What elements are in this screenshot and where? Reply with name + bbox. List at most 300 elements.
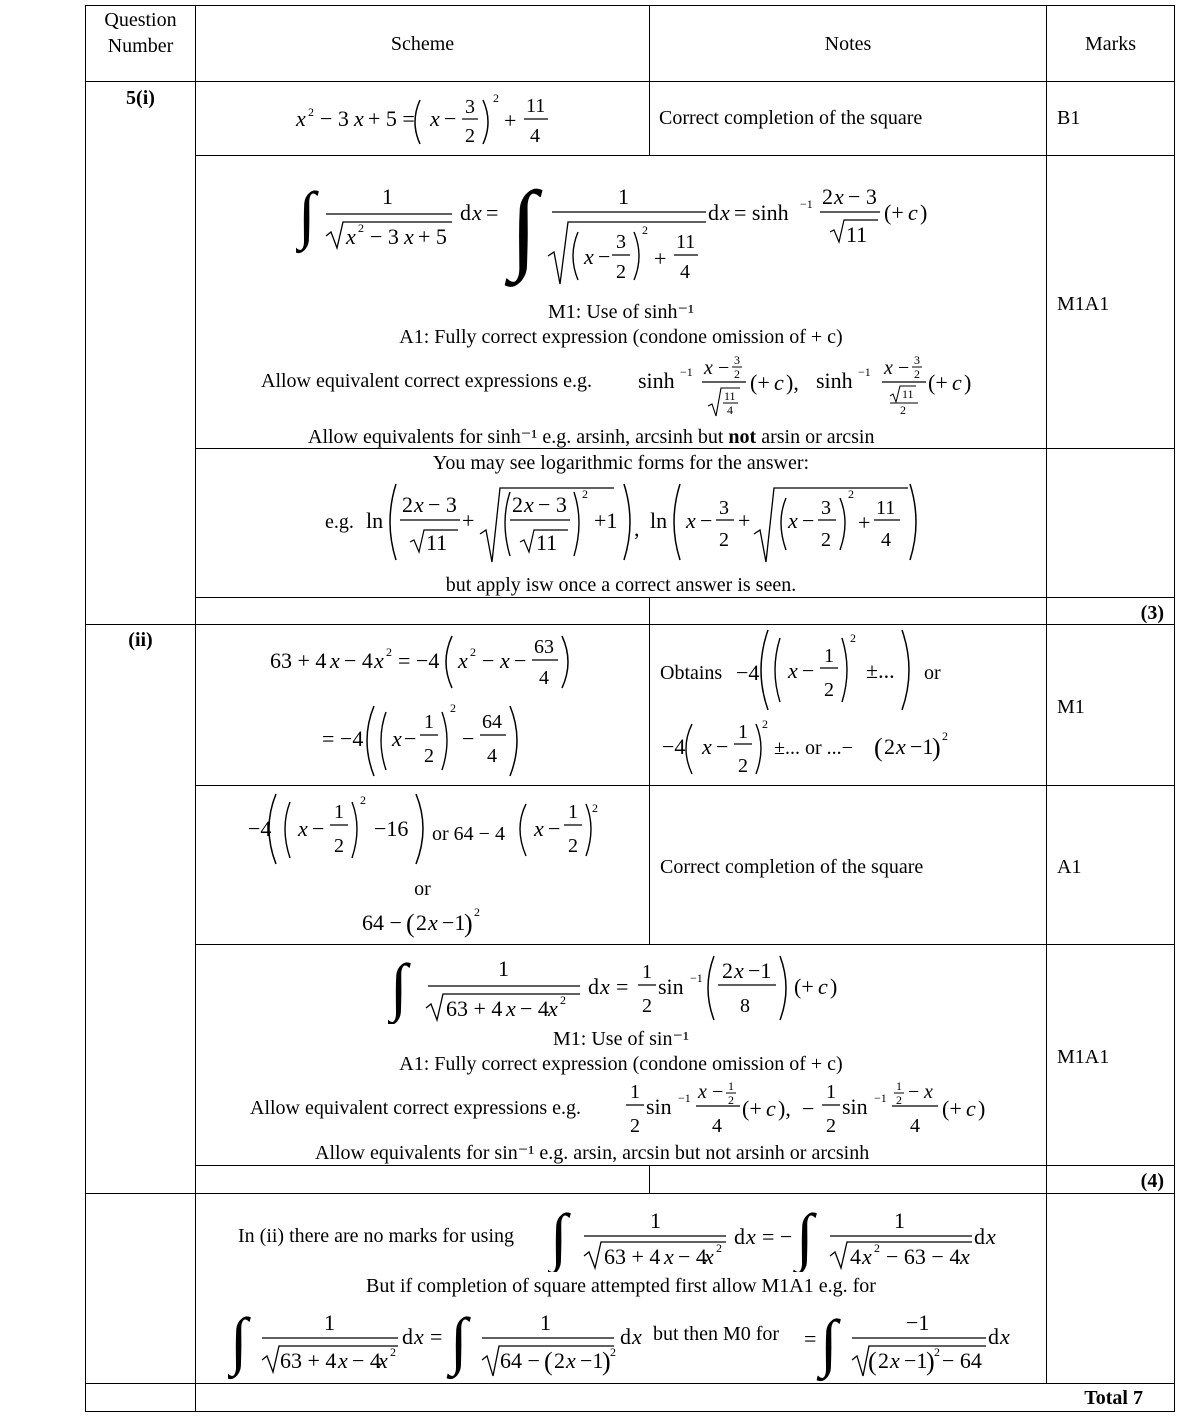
q5ii-row3-marks: M1A1 — [1057, 1046, 1110, 1068]
q5ii-row2-line1-math — [246, 788, 606, 868]
svg-text:c: c — [966, 1096, 976, 1121]
svg-text:4: 4 — [539, 667, 549, 689]
svg-text:4: 4 — [727, 403, 733, 417]
svg-text:∫: ∫ — [390, 951, 408, 1022]
svg-text:x: x — [404, 224, 414, 249]
q5i-row2-a1-note: A1: Fully correct expression (condone omission of + c) — [399, 326, 843, 348]
final-note-line1-prefix: In (ii) there are no marks for using — [238, 1225, 515, 1247]
q5ii-row1-notes-or: or — [924, 662, 941, 684]
svg-text:−: − — [718, 357, 730, 379]
svg-text:x: x — [534, 816, 544, 841]
svg-text:+ 5: + 5 — [418, 224, 447, 249]
svg-text:1: 1 — [650, 1208, 661, 1233]
svg-text:1: 1 — [896, 1079, 902, 1093]
q5i-row3-intro: You may see logarithmic forms for the answer: — [432, 452, 810, 474]
svg-text:63 + 4: 63 + 4 — [280, 1348, 337, 1373]
svg-text:): ) — [964, 370, 972, 395]
svg-text:x: x — [566, 1348, 576, 1373]
svg-text:11: 11 — [846, 222, 868, 247]
svg-text:1: 1 — [382, 184, 393, 209]
svg-text:+: + — [654, 246, 667, 271]
svg-text:∫: ∫ — [230, 1305, 248, 1376]
svg-text:2: 2 — [642, 995, 652, 1017]
svg-text:c: c — [818, 974, 828, 999]
svg-text:d: d — [974, 1224, 985, 1249]
svg-text:x: x — [298, 816, 308, 841]
svg-text:−1: −1 — [904, 1348, 928, 1373]
svg-text:1: 1 — [642, 961, 652, 983]
svg-text:d: d — [460, 200, 471, 225]
svg-text:−1: −1 — [678, 1091, 691, 1105]
svg-text:x: x — [330, 648, 340, 673]
final-note-line3-expr2-math — [802, 1300, 1016, 1382]
q5i-row2-marks: M1A1 — [1057, 293, 1110, 315]
svg-text:x: x — [734, 958, 744, 983]
svg-text:x: x — [354, 106, 364, 131]
q5i-equiv-not: not — [728, 426, 757, 448]
q5i-row1-marks: B1 — [1057, 107, 1081, 129]
svg-text:2: 2 — [914, 367, 920, 381]
col-divider-2-c — [649, 624, 650, 944]
svg-text:2: 2 — [308, 105, 314, 119]
svg-text:− 4: − 4 — [352, 1348, 381, 1373]
svg-text:x: x — [924, 1081, 933, 1103]
svg-text:2: 2 — [822, 184, 833, 209]
q5ii-row2-or: or — [414, 878, 431, 900]
svg-text:4: 4 — [910, 1115, 920, 1137]
svg-text:−: − — [462, 726, 475, 751]
svg-text:= sinh: = sinh — [734, 200, 789, 225]
svg-text:(: ( — [544, 1347, 553, 1376]
q5i-row3-isw: but apply isw once a correct answer is seen. — [445, 574, 797, 596]
svg-text:2: 2 — [824, 679, 834, 701]
svg-text:−1: −1 — [748, 958, 772, 983]
q5ii-row3-allow-math — [624, 1076, 994, 1140]
section-rule-1 — [85, 624, 1175, 625]
svg-text:±...: ±... — [866, 658, 895, 683]
svg-text:= −: = − — [762, 1224, 793, 1249]
svg-text:2: 2 — [610, 1345, 616, 1359]
svg-text:=: = — [486, 200, 499, 225]
header-question-number: Question Number — [104, 9, 177, 57]
svg-text:c: c — [952, 370, 962, 395]
svg-text:2: 2 — [493, 91, 499, 105]
svg-text:2: 2 — [884, 734, 895, 759]
svg-text:x: x — [664, 1244, 674, 1269]
svg-text:x: x — [548, 996, 558, 1021]
svg-text:x: x — [414, 1324, 424, 1349]
svg-text:x: x — [788, 508, 798, 533]
q5ii-row1-marks: M1 — [1057, 696, 1085, 718]
svg-text:2: 2 — [450, 701, 456, 715]
svg-text:−4: −4 — [736, 660, 760, 685]
q5ii-row3-equivalents-note — [315, 1141, 869, 1165]
svg-text:2: 2 — [560, 993, 566, 1007]
q5ii-row1-notes-obtains: Obtains — [660, 662, 723, 684]
q5i-row2-allow-math — [636, 350, 982, 422]
svg-text:− 3: − 3 — [538, 492, 567, 517]
svg-text:ln: ln — [650, 508, 668, 533]
svg-text:3: 3 — [734, 353, 740, 367]
svg-text:2: 2 — [474, 905, 480, 919]
svg-text:∫: ∫ — [510, 171, 538, 282]
svg-text:2: 2 — [878, 1348, 889, 1373]
svg-text:∫: ∫ — [550, 1201, 568, 1272]
svg-text:11: 11 — [724, 389, 736, 403]
svg-text:11: 11 — [426, 530, 448, 555]
svg-text:64: 64 — [482, 711, 502, 733]
svg-text:11: 11 — [676, 231, 696, 253]
svg-text:2: 2 — [642, 223, 648, 237]
svg-text:x: x — [960, 1244, 970, 1269]
svg-text:∫: ∫ — [298, 179, 316, 250]
svg-text:x: x — [788, 658, 798, 683]
header-scheme: Scheme — [390, 33, 455, 55]
svg-text:x: x — [632, 1324, 642, 1349]
svg-text:): ) — [932, 733, 941, 762]
svg-text:2: 2 — [848, 487, 854, 501]
row-rule-5 — [195, 944, 1175, 945]
svg-text:− 3: − 3 — [428, 492, 457, 517]
q5i-equiv-fn: sinh⁻¹ — [487, 426, 538, 448]
table-border-top — [85, 5, 1175, 6]
svg-text:1: 1 — [738, 721, 748, 743]
svg-text:−1: −1 — [800, 197, 813, 211]
svg-text:−1: −1 — [580, 1348, 604, 1373]
svg-text:c: c — [766, 1096, 776, 1121]
q5ii-row3-allow-prefix: Allow equivalent correct expressions e.g. — [250, 1097, 582, 1119]
svg-text:63 + 4: 63 + 4 — [446, 996, 503, 1021]
svg-text:sin: sin — [842, 1094, 868, 1119]
row-rule-3 — [195, 597, 1175, 598]
svg-text:d: d — [734, 1224, 745, 1249]
svg-text:2: 2 — [716, 1241, 722, 1255]
svg-text:1: 1 — [334, 801, 344, 823]
svg-text:2: 2 — [850, 631, 856, 645]
svg-text:(+: (+ — [884, 200, 904, 225]
svg-text:x: x — [834, 184, 844, 209]
svg-text:d: d — [588, 974, 599, 999]
q5ii-row2-notes: Correct completion of the square — [660, 856, 924, 878]
q5ii-subtotal: (4) — [1140, 1170, 1164, 1192]
svg-text:∫: ∫ — [796, 1201, 814, 1272]
q5i-row3-log-math — [362, 476, 922, 566]
svg-text:3: 3 — [616, 231, 626, 253]
svg-text:−1: −1 — [442, 910, 466, 935]
question-label-5i: 5(i) — [126, 87, 155, 109]
svg-text:−: − — [598, 244, 611, 269]
svg-text:−: − — [716, 734, 729, 759]
svg-text:x: x — [600, 974, 610, 999]
svg-text:−1: −1 — [906, 1310, 930, 1335]
svg-text:−: − — [712, 1081, 724, 1103]
q5ii-row3-scheme-math — [388, 948, 858, 1024]
svg-text:2: 2 — [821, 529, 831, 551]
svg-text:(+: (+ — [794, 974, 814, 999]
svg-text:−1: −1 — [874, 1091, 887, 1105]
svg-text:−: − — [514, 648, 527, 673]
svg-text:2: 2 — [728, 1093, 734, 1107]
q5ii-row2-line3-math — [358, 900, 498, 940]
svg-text:c: c — [774, 370, 784, 395]
svg-text:− 4: − 4 — [678, 1244, 707, 1269]
svg-text:63 + 4: 63 + 4 — [270, 648, 327, 673]
svg-text:): ) — [978, 1096, 986, 1121]
svg-text:+: + — [738, 508, 751, 533]
svg-text:x: x — [428, 910, 438, 935]
svg-text:d: d — [988, 1324, 999, 1349]
svg-text:(: ( — [868, 1347, 877, 1376]
svg-text:3: 3 — [914, 353, 920, 367]
svg-text:2: 2 — [424, 745, 434, 767]
svg-text:=: = — [616, 974, 629, 999]
svg-text:−4: −4 — [248, 816, 272, 841]
svg-text:1: 1 — [618, 184, 629, 209]
svg-text:−1: −1 — [690, 971, 703, 985]
svg-text:= −4: = −4 — [398, 648, 440, 673]
svg-text:− 63 − 4: − 63 − 4 — [886, 1244, 961, 1269]
svg-text:x: x — [702, 734, 712, 759]
svg-text:−1: −1 — [680, 365, 693, 379]
svg-text:∫: ∫ — [450, 1305, 468, 1376]
q5i-row1-notes: Correct completion of the square — [659, 107, 923, 129]
final-note-line3-expr1-math — [228, 1300, 648, 1380]
q5ii-row1-notes-math — [656, 624, 966, 784]
q5ii-row3-a1-note: A1: Fully correct expression (condone omission of + c) — [399, 1053, 843, 1075]
svg-text:2: 2 — [719, 529, 729, 551]
svg-text:2: 2 — [554, 1348, 565, 1373]
svg-text:= −4: = −4 — [322, 726, 364, 751]
svg-text:x: x — [890, 1348, 900, 1373]
svg-text:−: − — [444, 106, 457, 131]
row-rule-7 — [85, 1383, 1175, 1384]
svg-text:x: x — [378, 1348, 388, 1373]
final-note-line2: But if completion of square attempted first allow M1A1 e.g. for — [366, 1275, 876, 1297]
question-label-5ii: (ii) — [128, 629, 153, 651]
q5i-row2-m1-note: M1: Use of sinh⁻¹ — [548, 301, 694, 323]
svg-text:2: 2 — [465, 125, 475, 147]
q5i-row2-equivalents-note — [308, 425, 874, 449]
svg-text:x: x — [862, 1244, 872, 1269]
svg-text:x: x — [430, 106, 440, 131]
svg-text:2: 2 — [386, 645, 392, 659]
svg-text:): ) — [464, 909, 473, 938]
svg-text:x: x — [458, 648, 468, 673]
header-marks: Marks — [1084, 33, 1137, 55]
svg-text:11: 11 — [536, 530, 558, 555]
svg-text:x: x — [1000, 1324, 1010, 1349]
svg-text:1: 1 — [630, 1081, 640, 1103]
svg-text:4: 4 — [530, 125, 540, 147]
svg-text:(+: (+ — [942, 1096, 962, 1121]
svg-text:2: 2 — [900, 403, 906, 417]
svg-text:2: 2 — [470, 645, 476, 659]
section-rule-2 — [85, 1193, 1175, 1194]
svg-text:x: x — [374, 648, 384, 673]
svg-text:x: x — [346, 224, 356, 249]
svg-text:x: x — [746, 1224, 756, 1249]
svg-text:−4: −4 — [662, 734, 686, 759]
svg-text:c: c — [908, 200, 918, 225]
q5i-row2-allow-prefix: Allow equivalent correct expressions e.g. — [261, 370, 593, 392]
svg-text:x: x — [686, 508, 696, 533]
svg-text:−1: −1 — [910, 734, 934, 759]
svg-text:1: 1 — [568, 801, 578, 823]
svg-text:−: − — [802, 1096, 815, 1121]
svg-text:(: ( — [874, 733, 883, 762]
svg-text:∫: ∫ — [820, 1307, 838, 1378]
svg-text:x: x — [338, 1348, 348, 1373]
svg-text:(+: (+ — [750, 370, 770, 395]
svg-text:1: 1 — [824, 645, 834, 667]
svg-text:2: 2 — [582, 487, 588, 501]
svg-text:=: = — [430, 1324, 443, 1349]
svg-text:11: 11 — [526, 95, 546, 117]
svg-text:x: x — [884, 357, 893, 379]
svg-text:2: 2 — [934, 1345, 940, 1359]
col-divider-2-b — [649, 597, 650, 624]
svg-text:x: x — [698, 1081, 707, 1103]
svg-text:2: 2 — [738, 755, 748, 777]
svg-text:2: 2 — [402, 492, 413, 517]
svg-text:−: − — [312, 816, 325, 841]
q5ii-equiv-post: e.g. arsin, arcsin but not arsinh or arcsinh — [539, 1142, 870, 1164]
svg-text:d: d — [402, 1324, 413, 1349]
q5i-subtotal: (3) — [1140, 602, 1164, 624]
row-rule-4 — [195, 785, 1175, 786]
svg-text:8: 8 — [740, 995, 750, 1017]
svg-text:− 4: − 4 — [344, 648, 373, 673]
svg-text:2: 2 — [896, 1093, 902, 1107]
svg-text:d: d — [708, 200, 719, 225]
svg-text:+: + — [462, 508, 475, 533]
svg-text:2: 2 — [416, 910, 427, 935]
svg-text:2: 2 — [592, 801, 598, 815]
svg-text:−16: −16 — [374, 816, 409, 841]
svg-text:2: 2 — [874, 1241, 880, 1255]
svg-text:(+: (+ — [742, 1096, 762, 1121]
svg-text:2: 2 — [512, 492, 523, 517]
svg-text:2: 2 — [722, 958, 733, 983]
svg-text:−1: −1 — [858, 365, 871, 379]
svg-text:−: − — [802, 508, 815, 533]
svg-text:sinh: sinh — [816, 368, 853, 393]
svg-text:64 −: 64 − — [500, 1348, 540, 1373]
q5ii-row1-scheme-math — [268, 628, 638, 778]
svg-text:(: ( — [406, 909, 415, 938]
final-note-line3-mid: but then M0 for — [653, 1323, 780, 1345]
svg-text:=: = — [804, 1326, 817, 1351]
svg-text:−: − — [548, 816, 561, 841]
svg-text:x: x — [506, 996, 516, 1021]
svg-text:,: , — [634, 516, 640, 541]
svg-text:d: d — [620, 1324, 631, 1349]
table-border-right — [1174, 5, 1175, 1411]
svg-text:1: 1 — [826, 1081, 836, 1103]
svg-text:sin: sin — [658, 974, 684, 999]
svg-text:x: x — [720, 200, 730, 225]
svg-text:): ) — [920, 200, 928, 225]
q5i-equiv-post: arsin or arcsin — [761, 426, 875, 448]
svg-text:x: x — [524, 492, 534, 517]
svg-text:(+: (+ — [928, 370, 948, 395]
col-divider-1 — [195, 5, 196, 1411]
svg-text:2: 2 — [762, 717, 768, 731]
svg-text:−: − — [404, 726, 417, 751]
svg-text:− 64: − 64 — [942, 1348, 982, 1373]
svg-text:x: x — [896, 734, 906, 759]
svg-text:2: 2 — [616, 261, 626, 283]
svg-text:+: + — [504, 108, 517, 133]
grand-total: Total 7 — [1084, 1387, 1143, 1409]
svg-text:+: + — [858, 510, 871, 535]
svg-text:4: 4 — [881, 529, 891, 551]
svg-text:2: 2 — [942, 729, 948, 743]
svg-text:),: ), — [778, 1096, 791, 1121]
svg-text:−: − — [898, 357, 910, 379]
q5ii-row2-marks: A1 — [1057, 856, 1082, 878]
table-border-bottom — [85, 1411, 1175, 1412]
row-rule-1 — [195, 155, 1175, 156]
svg-text:− 3: − 3 — [370, 224, 399, 249]
svg-text:4: 4 — [850, 1244, 861, 1269]
svg-text:x: x — [414, 492, 424, 517]
svg-text:1: 1 — [728, 1079, 734, 1093]
svg-text:2: 2 — [734, 367, 740, 381]
svg-text:2: 2 — [358, 221, 364, 235]
svg-text:2: 2 — [568, 835, 578, 857]
svg-text:−: − — [802, 658, 815, 683]
svg-text:−: − — [700, 508, 713, 533]
q5ii-row3-m1-note: M1: Use of sin⁻¹ — [553, 1028, 689, 1050]
svg-text:+ 5 =: + 5 = — [368, 106, 415, 131]
q5i-row2-scheme-math — [296, 160, 956, 290]
svg-text:x: x — [392, 726, 402, 751]
svg-text:1: 1 — [540, 1310, 551, 1335]
svg-text:),: ), — [786, 370, 799, 395]
svg-text:−: − — [908, 1081, 920, 1103]
svg-text:sin: sin — [646, 1094, 672, 1119]
svg-text:− 3: − 3 — [320, 106, 349, 131]
svg-text:): ) — [602, 1347, 611, 1376]
svg-text:11: 11 — [876, 497, 896, 519]
svg-text:1: 1 — [498, 956, 509, 981]
header-rule — [85, 81, 1175, 82]
svg-text:2: 2 — [826, 1115, 836, 1137]
svg-text:): ) — [830, 974, 838, 999]
q5ii-equiv-pre: Allow equivalents for — [315, 1142, 490, 1164]
svg-text:1: 1 — [894, 1208, 905, 1233]
svg-text:x: x — [986, 1224, 996, 1249]
svg-text:2: 2 — [390, 1345, 396, 1359]
svg-text:64 −: 64 − — [362, 910, 402, 935]
svg-text:2: 2 — [630, 1115, 640, 1137]
svg-text:x: x — [472, 200, 482, 225]
q5i-row3-eg: e.g. — [325, 511, 354, 533]
svg-text:ln: ln — [366, 508, 384, 533]
svg-text:x: x — [296, 106, 306, 131]
svg-text:63 + 4: 63 + 4 — [604, 1244, 661, 1269]
q5i-equiv-pre: Allow equivalents for — [308, 426, 483, 448]
svg-text:−: − — [482, 648, 495, 673]
svg-text:3: 3 — [719, 497, 729, 519]
svg-text:±... or ...−: ±... or ...− — [774, 737, 853, 759]
svg-text:x: x — [704, 357, 713, 379]
col-divider-2-d — [649, 1165, 650, 1193]
svg-text:): ) — [926, 1347, 935, 1376]
q5i-equiv-mid: e.g. arsinh, arcsinh but — [542, 426, 724, 448]
svg-text:− 4: − 4 — [520, 996, 549, 1021]
